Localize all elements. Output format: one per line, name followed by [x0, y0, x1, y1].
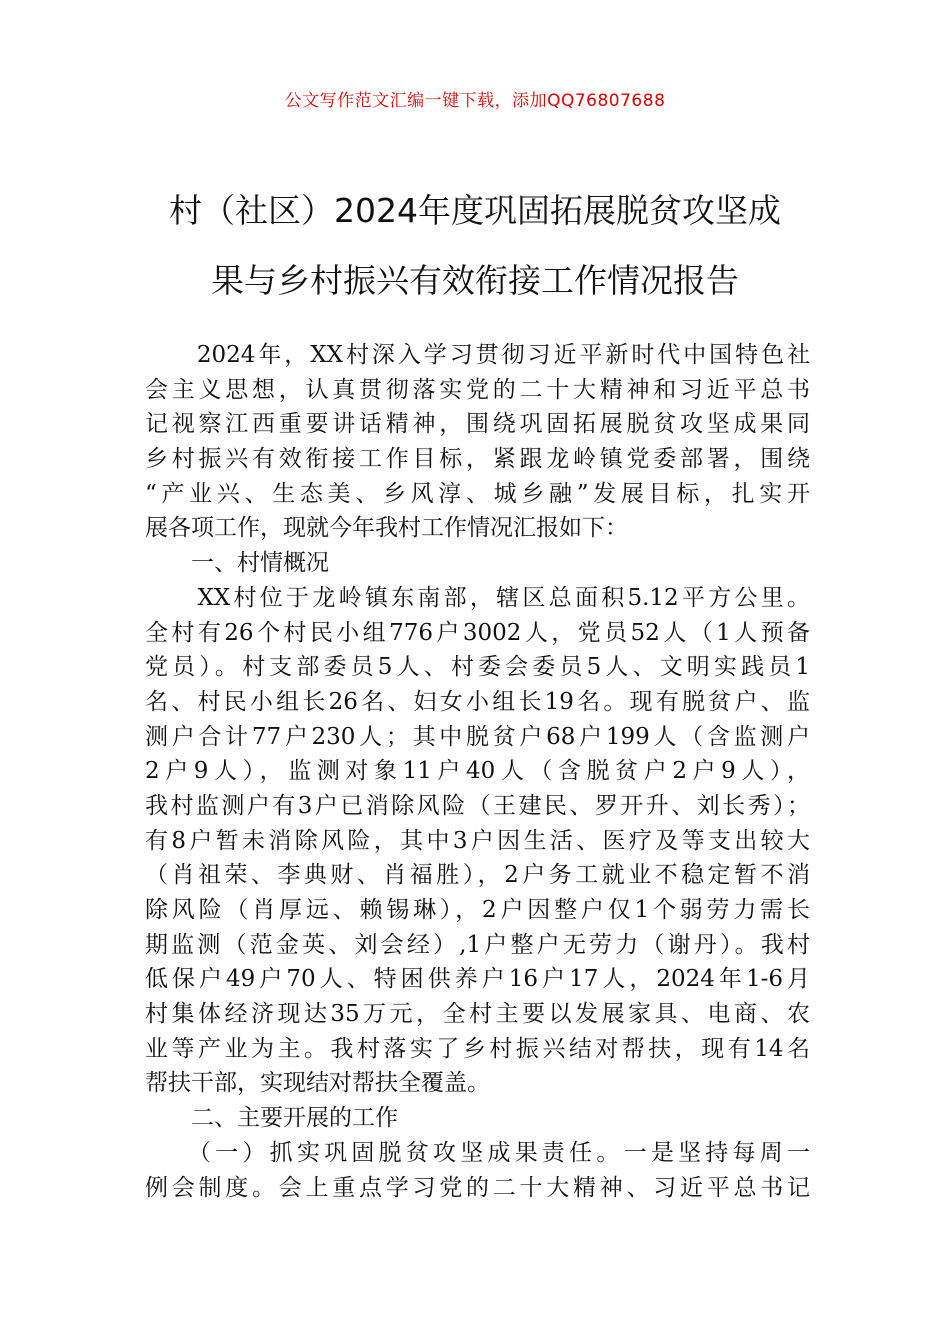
body-line: 期监测（范金英、刘会经）,1户整户无劳力（谢丹）。我村: [145, 931, 810, 958]
body-line: 例会制度。会上重点学习党的二十大精神、习近平总书记: [145, 1174, 810, 1201]
title-line-1: 村（社区）2024年度巩固拓展脱贫攻坚成: [169, 191, 781, 230]
body-line: 会主义思想，认真贯彻落实党的二十大精神和习近平总书: [145, 376, 810, 403]
body-line: 测户合计77户230人；其中脱贫户68户199人（含监测户: [145, 723, 810, 750]
document-title: [140, 176, 810, 316]
body-line: 展各项工作，现就今年我村工作情况汇报如下：: [145, 515, 628, 542]
title-line-2: 果与乡村振兴有效衔接工作情况报告: [211, 261, 739, 300]
section-heading: 一、村情概况: [145, 550, 329, 577]
body-line: （一）抓实巩固脱贫攻坚成果责任。一是坚持每周一: [145, 1139, 810, 1166]
body-line: 有8户暂未消除风险，其中3户因生活、医疗及等支出较大: [145, 827, 810, 854]
document-body: [145, 338, 810, 1205]
body-line: 2024年，XX村深入学习贯彻习近平新时代中国特色社: [145, 342, 810, 368]
body-line: 党员）。村支部委员5人、村委会委员5人、文明实践员1: [145, 654, 810, 681]
section-heading: 二、主要开展的工作: [145, 1105, 398, 1132]
header-note: 公文写作范文汇编一键下载，添加QQ76807688: [284, 91, 666, 111]
body-line: 记视察江西重要讲话精神，围绕巩固拓展脱贫攻坚成果同: [145, 411, 810, 438]
body-line: 名、村民小组长26名、妇女小组长19名。现有脱贫户、监: [145, 688, 810, 715]
body-line: XX村位于龙岭镇东南部，辖区总面积5.12平方公里。: [145, 584, 810, 611]
body-line: 业等产业为主。我村落实了乡村振兴结对帮扶，现有14名: [145, 1035, 810, 1062]
body-line: 低保户49户70人、特困供养户16户17人，2024年1-6月: [145, 966, 810, 993]
body-line: 乡村振兴有效衔接工作目标，紧跟龙岭镇党委部署，围绕: [145, 446, 810, 473]
body-line: 2户9人），监测对象11户40人（含脱贫户2户9人），: [145, 758, 810, 785]
body-line: 帮扶干部，实现结对帮扶全覆盖。: [145, 1070, 490, 1097]
body-line: 村集体经济现达35万元，全村主要以发展家具、电商、农: [145, 1001, 810, 1028]
body-line: （肖祖荣、李典财、肖福胜），2户务工就业不稳定暂不消: [145, 862, 810, 889]
body-line: 全村有26个村民小组776户3002人，党员52人（1人预备: [145, 619, 810, 646]
body-line: 除风险（肖厚远、赖锡琳），2户因整户仅1个弱劳力需长: [145, 897, 810, 923]
body-line: 我村监测户有3户已消除风险（王建民、罗开升、刘长秀）；: [145, 792, 810, 819]
body-line: “产业兴、生态美、乡风淳、城乡融”发展目标，扎实开: [145, 480, 810, 507]
